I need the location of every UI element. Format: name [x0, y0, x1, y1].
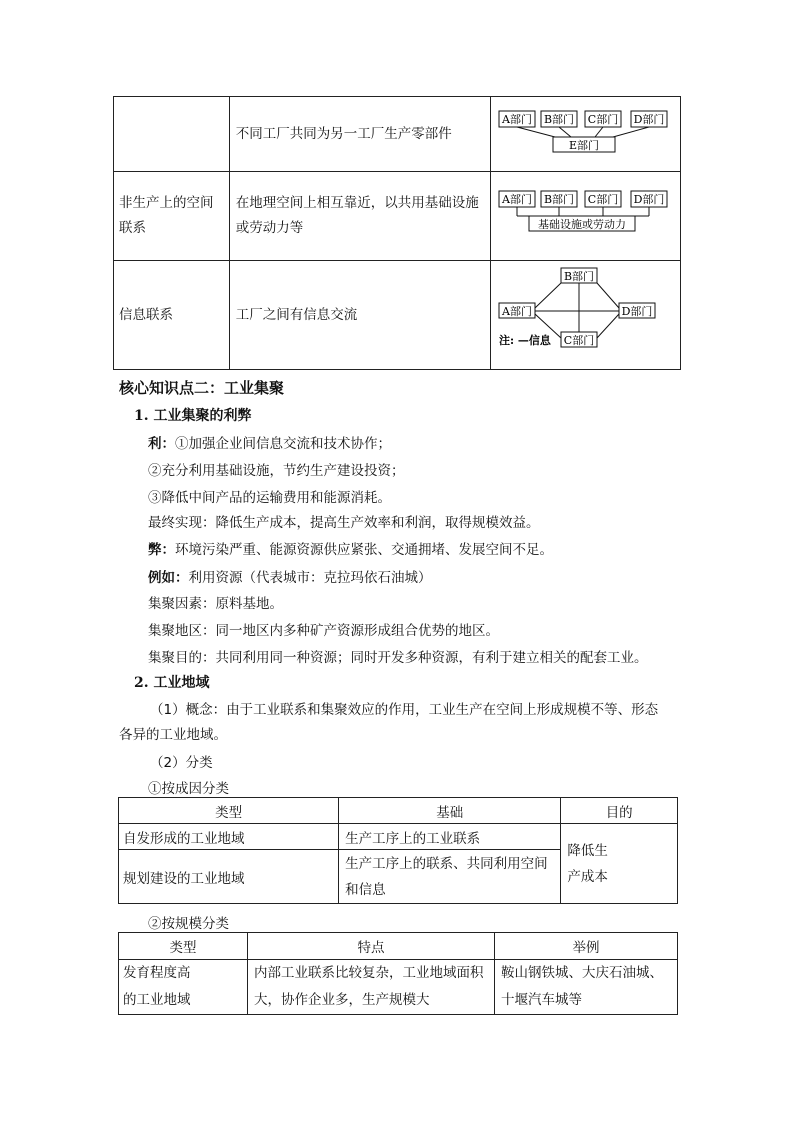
linkage-desc-cell: [229, 172, 490, 261]
linkage-table: [113, 96, 681, 370]
pros-item-2: ②充分利用基础设施，节约生产建设投资；: [148, 463, 405, 479]
example-text: 利用资源（代表城市：克拉玛依石油城）: [188, 570, 432, 586]
linkage-desc-cell: 工厂之间有信息交流: [229, 261, 490, 370]
example-cell: [495, 960, 678, 1015]
base-line-1: 生产工序上的联系、共同利用空间: [345, 855, 548, 872]
type-cell: 规划建设的工业地域: [119, 850, 339, 904]
table-row: [114, 97, 681, 172]
linkage-type-cell: 信息联系: [114, 261, 230, 370]
dept-c-label: C部门: [587, 193, 619, 206]
type-line-1: 发育程度高: [123, 965, 191, 981]
dept-b-label: B部门: [543, 113, 575, 126]
dept-b-label: B部门: [563, 270, 595, 283]
non-production-linkage-diagram: [491, 172, 680, 252]
dept-c-label: C部门: [587, 113, 619, 126]
by-scale-heading: ②按规模分类: [148, 916, 229, 932]
concept-line-2: 各异的工业地域。: [119, 727, 227, 743]
purpose-line-1: 降低生: [567, 842, 608, 859]
classification-heading: （2）分类: [150, 755, 213, 771]
purpose-line-2: 产成本: [567, 868, 608, 885]
cons-text: 环境污染严重、能源资源供应紧张、交通拥堵、发展空间不足。: [175, 542, 553, 558]
cluster-factor: 集聚因素：原料基地。: [148, 596, 283, 612]
arrows: [517, 207, 649, 216]
type-cell: 自发形成的工业地域: [119, 824, 339, 850]
feature-cell: [248, 960, 495, 1015]
example-label: 例如：: [148, 570, 189, 586]
linkage-type-cell: [114, 172, 230, 261]
diagram-cell: [490, 97, 680, 172]
col-header-type: 类型: [119, 933, 248, 960]
cluster-purpose: 集聚目的：共同利用同一种资源；同时开发多种资源，有利于建立相关的配套工业。: [148, 650, 648, 666]
table-row: [114, 261, 681, 370]
dept-a-label: A部门: [502, 193, 532, 206]
information-linkage-diagram: [491, 261, 680, 361]
dept-a-label: A部门: [502, 113, 532, 126]
cons-line: [148, 538, 553, 558]
cons-label: 弊：: [148, 542, 175, 558]
scale-classification-table: [118, 932, 678, 1015]
example-line: [148, 566, 432, 586]
table-row: [119, 824, 678, 850]
base-cell: [339, 850, 561, 904]
cause-classification-table: [118, 797, 678, 904]
type-cell: [119, 960, 248, 1015]
dept-a-label: A部门: [502, 305, 532, 318]
arrows: [517, 127, 649, 137]
base-line-2: 和信息: [345, 881, 386, 898]
table-row: [119, 960, 678, 1015]
dept-d-label: D部门: [633, 113, 665, 126]
pros-item-3: ③降低中间产品的运输费用和能源消耗。: [148, 490, 391, 506]
production-linkage-diagram: [491, 97, 680, 163]
legend-note: 注: —信息: [498, 334, 551, 347]
feature-line-1: 内部工业联系比较复杂，工业地域面积: [254, 965, 484, 981]
col-header-purpose: 目的: [561, 798, 678, 824]
pros-label: 利：: [148, 436, 175, 452]
diagram-cell: [490, 261, 680, 370]
by-cause-heading: ①按成因分类: [148, 781, 229, 797]
table-header-row: [119, 798, 678, 824]
linkage-desc-text: 在地理空间上相互靠近，以共用基础设施或劳动力等: [235, 195, 479, 236]
dept-d-label: D部门: [633, 193, 665, 206]
linkage-desc-cell: 不同工厂共同为另一工厂生产零部件: [229, 97, 490, 172]
info-lines: [535, 283, 619, 338]
final-result: 最终实现：降低生产成本，提高生产效率和利润，取得规模效益。: [148, 515, 540, 531]
col-header-type: 类型: [119, 798, 339, 824]
subheading-industrial-region: 2. 工业地域: [134, 675, 210, 691]
example-line-1: 鞍山钢铁城、大庆石油城、: [501, 965, 663, 981]
col-header-example: 举例: [495, 933, 678, 960]
feature-line-2: 大，协作企业多，生产规模大: [254, 992, 430, 1008]
linkage-type-cell: [114, 97, 230, 172]
concept-line-1: （1）概念：由于工业联系和集聚效应的作用，工业生产在空间上形成规模不等、形态: [150, 702, 659, 718]
dept-e-label: E部门: [568, 139, 599, 152]
table-header-row: [119, 933, 678, 960]
pros-item-1: ①加强企业间信息交流和技术协作；: [175, 436, 391, 452]
example-line-2: 十堰汽车城等: [501, 992, 582, 1008]
base-cell: 生产工序上的工业联系: [339, 824, 561, 850]
col-header-feature: 特点: [248, 933, 495, 960]
subheading-pros-cons: 1. 工业集聚的利弊: [134, 408, 252, 424]
dept-b-label: B部门: [543, 193, 575, 206]
dept-d-label: D部门: [621, 305, 653, 318]
table-row: [114, 172, 681, 261]
section-heading: 核心知识点二：工业集聚: [119, 379, 285, 397]
pros-line: [148, 432, 391, 452]
linkage-type-text: 非生产上的空间联系: [119, 195, 214, 236]
purpose-cell: [561, 824, 678, 904]
infrastructure-label: 基础设施或劳动力: [537, 218, 626, 231]
type-line-2: 的工业地域: [123, 992, 191, 1008]
cluster-region: 集聚地区：同一地区内多种矿产资源形成组合优势的地区。: [148, 623, 499, 639]
diagram-cell: [490, 172, 680, 261]
dept-c-label: C部门: [563, 334, 595, 347]
col-header-base: 基础: [339, 798, 561, 824]
